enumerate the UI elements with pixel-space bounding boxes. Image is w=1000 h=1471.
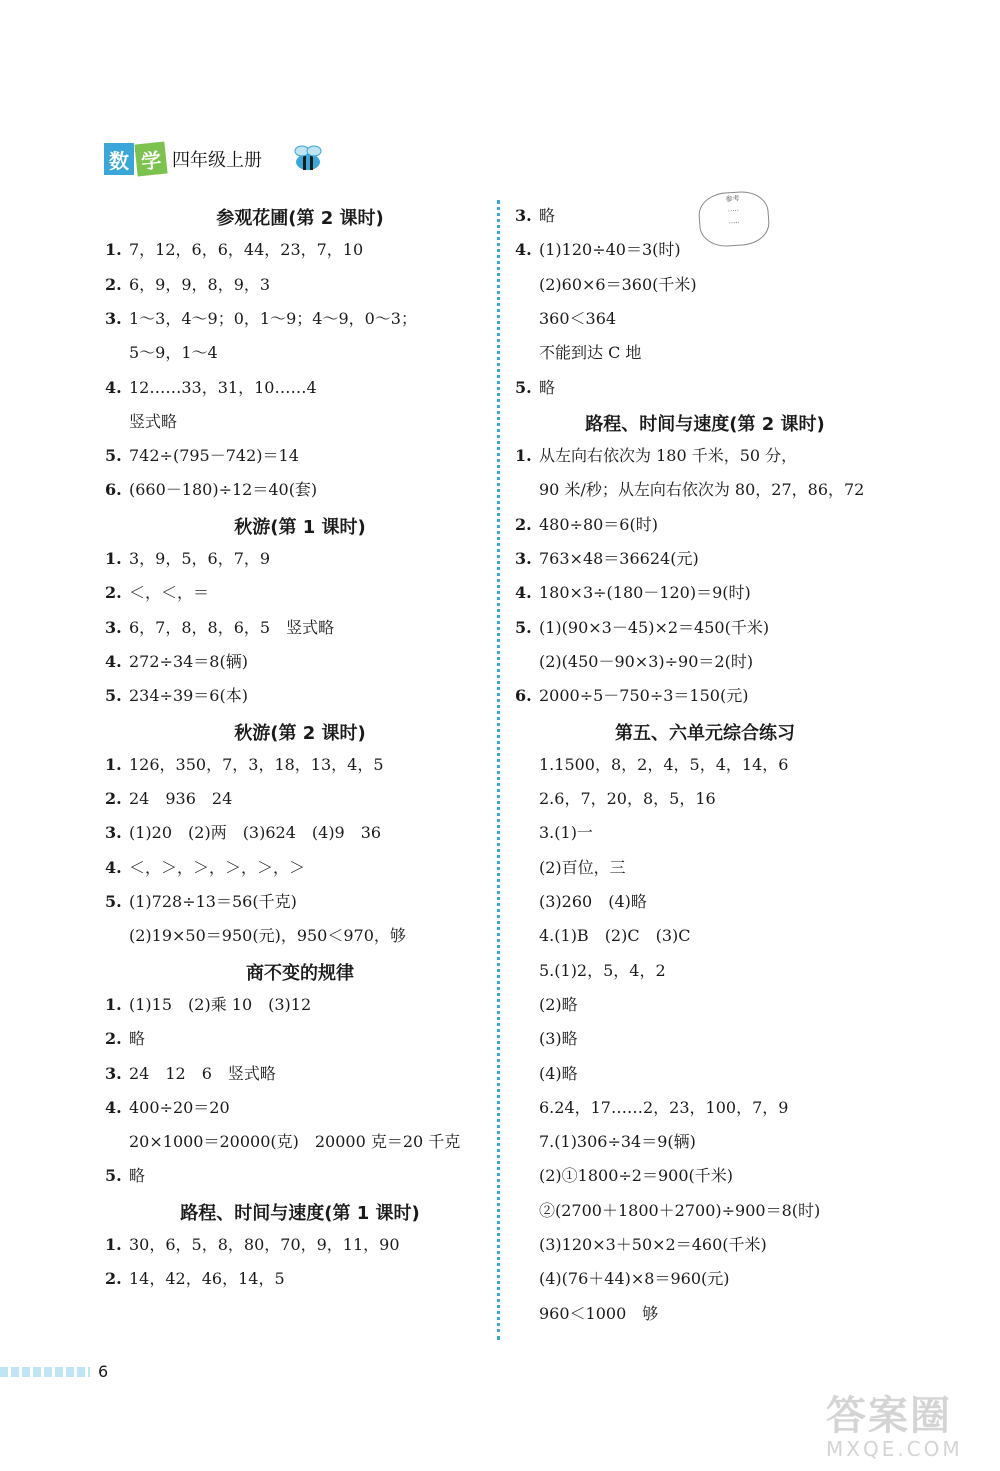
answer-text: 400÷20＝20 xyxy=(129,1097,230,1117)
section-title: 秋游(第 2 课时) xyxy=(234,722,366,744)
answer-text: (2)略 xyxy=(539,994,578,1014)
answer-text: (2)(450－90×3)÷90＝2(时) xyxy=(539,651,754,671)
answer-text: (3)260 (4)略 xyxy=(539,892,647,911)
answer-line xyxy=(105,1235,400,1255)
answer-line xyxy=(105,926,406,946)
answer-text: 360＜364 xyxy=(539,308,617,328)
answer-text: (2)①1800÷2＝900(千米) xyxy=(539,1166,733,1186)
question-number: 4. xyxy=(105,651,122,671)
answer-line xyxy=(105,275,270,295)
page-footer xyxy=(0,1362,108,1381)
page-number: 6 xyxy=(98,1362,109,1381)
answer-text: 1～3，4～9；0，1～9；4～9，0～3； xyxy=(129,308,417,328)
question-number: 5. xyxy=(105,446,122,466)
question-number: 5. xyxy=(105,686,122,706)
answer-text: 6，7，8，8，6，5 竖式略 xyxy=(129,617,335,637)
question-number: 1. xyxy=(105,1235,122,1254)
question-number: 3. xyxy=(515,549,532,568)
answer-line xyxy=(515,686,748,706)
answer-line xyxy=(515,275,697,295)
answer-text: 5.(1)2，5，4，2 xyxy=(539,960,666,980)
watermark-logo: 答案圈 MXQE.COM xyxy=(826,1393,963,1461)
question-number: 2. xyxy=(515,514,532,534)
answer-line xyxy=(515,892,647,912)
section-title: 路程、时间与速度(第 2 课时) xyxy=(585,413,825,435)
answer-text: (1)20 (2)两 (3)624 (4)9 36 xyxy=(129,823,382,843)
answer-line xyxy=(515,378,555,398)
answer-line xyxy=(105,652,248,672)
answer-line xyxy=(105,1269,285,1289)
answer-line xyxy=(515,583,751,603)
answer-text: 略 xyxy=(129,1029,146,1049)
answer-line xyxy=(515,515,658,535)
answer-line xyxy=(105,1029,145,1049)
answer-text: 6，9，9，8，9，3 xyxy=(129,274,271,294)
answer-line xyxy=(515,926,691,946)
answer-line xyxy=(515,446,797,466)
column-divider xyxy=(497,200,500,1340)
grade-label: 四年级上册 xyxy=(172,150,262,171)
question-number: 4. xyxy=(515,240,532,260)
answer-line xyxy=(105,1098,230,1118)
answer-line xyxy=(515,343,641,363)
section-title: 路程、时间与速度(第 1 课时) xyxy=(180,1202,420,1224)
section-title: 第五、六单元综合练习 xyxy=(615,722,795,744)
answer-line xyxy=(105,1132,460,1152)
answer-text: 480÷80＝6(时) xyxy=(539,514,658,534)
answer-text: 126，350，7，3，18，13，4，5 xyxy=(129,754,384,774)
answer-text: 960＜1000 够 xyxy=(539,1303,659,1323)
answer-text: 7，12，6，6，44，23，7，10 xyxy=(129,240,364,260)
answer-line xyxy=(515,652,753,672)
answer-line xyxy=(515,309,616,329)
answer-text: 7.(1)306÷34＝9(辆) xyxy=(539,1132,696,1152)
question-number: 2. xyxy=(105,789,122,809)
answer-line xyxy=(515,789,716,809)
answer-text: 742÷(795－742)＝14 xyxy=(129,446,299,466)
answer-line xyxy=(105,343,218,363)
answer-text: 14，42，46，14，5 xyxy=(129,1269,285,1289)
answer-text: 24 12 6 竖式略 xyxy=(129,1063,276,1083)
answer-text: (1)120÷40＝3(时) xyxy=(539,240,681,260)
answer-text: (2)百位，三 xyxy=(539,857,626,877)
answer-text: 180×3÷(180－120)＝9(时) xyxy=(539,583,751,603)
question-number: 1. xyxy=(105,549,122,568)
subject-badge-2: 学 xyxy=(134,142,167,177)
answer-line xyxy=(515,480,864,500)
answer-line xyxy=(515,1269,729,1289)
answer-text: 5～9，1～4 xyxy=(129,343,218,363)
answer-text: 20×1000＝20000(克) 20000 克＝20 千克 xyxy=(129,1132,461,1152)
answer-line xyxy=(105,549,270,569)
question-number: 6. xyxy=(105,480,122,500)
answer-text: (660－180)÷12＝40(套) xyxy=(129,480,318,500)
answer-text: (4)(76＋44)×8＝960(元) xyxy=(539,1269,730,1289)
answer-line xyxy=(515,1029,578,1049)
section-title: 秋游(第 1 课时) xyxy=(234,516,366,538)
bee-icon xyxy=(286,144,330,174)
question-number: 2. xyxy=(105,1269,122,1289)
answer-line xyxy=(105,995,311,1015)
answer-line xyxy=(105,480,317,500)
answer-line xyxy=(105,583,209,603)
stamp-icon: 参考 ····· ····· xyxy=(697,190,771,249)
answer-text: 234÷39＝6(本) xyxy=(129,686,248,706)
answer-line xyxy=(105,823,381,843)
question-number: 1. xyxy=(105,240,122,260)
answer-line xyxy=(105,446,299,466)
answer-line xyxy=(515,1132,696,1152)
question-number: 3. xyxy=(105,823,122,843)
answer-line xyxy=(105,618,334,638)
question-number: 1. xyxy=(515,446,532,466)
answer-text: ＜，＜，＝ xyxy=(129,583,210,603)
question-number: 3. xyxy=(515,206,532,225)
answer-line xyxy=(515,823,593,843)
answer-line xyxy=(105,858,305,878)
answer-text: 4.(1)B (2)C (3)C xyxy=(539,926,691,946)
answer-line xyxy=(515,549,699,569)
answer-text: (2)60×6＝360(千米) xyxy=(539,274,697,294)
answer-text: 略 xyxy=(539,206,556,225)
answer-text: (1)15 (2)乘 10 (3)12 xyxy=(129,994,312,1014)
answer-text: 763×48＝36624(元) xyxy=(539,549,699,568)
answer-line xyxy=(515,1166,733,1186)
answer-line xyxy=(515,240,681,260)
answer-line xyxy=(105,240,363,260)
question-number: 3. xyxy=(105,617,122,637)
answer-line xyxy=(105,309,417,329)
answer-text: 12……33，31，10……4 xyxy=(129,377,317,397)
answer-text: 24 936 24 xyxy=(129,789,233,809)
question-number: 4. xyxy=(105,857,122,877)
answer-line xyxy=(105,892,297,912)
answer-line xyxy=(515,1235,767,1255)
answer-text: 略 xyxy=(129,1166,146,1186)
answer-line xyxy=(515,755,788,775)
answer-line xyxy=(515,995,578,1015)
answer-text: 30，6，5，8，80，70，9，11，90 xyxy=(129,1235,400,1254)
question-number: 3. xyxy=(105,1063,122,1083)
question-number: 3. xyxy=(105,308,122,328)
answer-line xyxy=(105,789,232,809)
answer-line xyxy=(515,1304,658,1324)
answer-text: (1)728÷13＝56(千克) xyxy=(129,892,297,911)
answer-line xyxy=(515,618,769,638)
answer-line xyxy=(515,206,555,226)
answer-text: 90 米/秒；从左向右依次为 80，27，86，72 xyxy=(539,480,865,500)
subject-badge-1: 数 xyxy=(104,143,134,175)
question-number: 2. xyxy=(105,583,122,603)
question-number: 5. xyxy=(105,1166,122,1186)
answer-text: 2.6，7，20，8，5，16 xyxy=(539,789,716,809)
answer-text: (3)120×3＋50×2＝460(千米) xyxy=(539,1235,767,1254)
page-header xyxy=(104,134,330,184)
answer-line xyxy=(515,961,666,981)
answer-line xyxy=(105,1166,145,1186)
answer-text: 从左向右依次为 180 千米，50 分， xyxy=(539,446,798,466)
answer-text: 2000÷5－750÷3＝150(元) xyxy=(539,686,749,706)
answer-line xyxy=(105,412,177,432)
answer-text: 竖式略 xyxy=(129,411,178,431)
question-number: 2. xyxy=(105,274,122,294)
answer-line xyxy=(515,1064,578,1084)
answer-line xyxy=(515,1201,820,1221)
answer-text: (4)略 xyxy=(539,1063,578,1083)
answer-text: ＜，＞，＞，＞，＞，＞ xyxy=(129,857,306,877)
answer-text: (3)略 xyxy=(539,1029,578,1049)
question-number: 1. xyxy=(105,994,122,1014)
question-number: 6. xyxy=(515,686,532,706)
answer-line xyxy=(515,1098,788,1118)
question-number: 4. xyxy=(105,1097,122,1117)
section-title: 参观花圃(第 2 课时) xyxy=(216,208,384,229)
answer-text: 1.1500，8，2，4，5，4，14，6 xyxy=(539,754,789,774)
question-number: 1. xyxy=(105,754,122,774)
question-number: 5. xyxy=(515,377,532,397)
answer-text: 6.24，17……2，23，100，7，9 xyxy=(539,1097,789,1117)
answer-line xyxy=(515,858,626,878)
answer-text: 3.(1)一 xyxy=(539,823,593,843)
question-number: 2. xyxy=(105,1029,122,1049)
answer-line xyxy=(105,755,384,775)
question-number: 5. xyxy=(515,617,532,637)
question-number: 4. xyxy=(105,377,122,397)
answer-line xyxy=(105,1064,276,1084)
answer-text: 略 xyxy=(539,377,556,397)
answer-text: 不能到达 C 地 xyxy=(539,343,642,363)
answer-text: ②(2700＋1800＋2700)÷900＝8(时) xyxy=(539,1200,821,1220)
answer-line xyxy=(105,686,248,706)
question-number: 4. xyxy=(515,583,532,603)
answer-line xyxy=(105,378,317,398)
answer-text: (1)(90×3－45)×2＝450(千米) xyxy=(539,617,770,637)
question-number: 5. xyxy=(105,892,122,911)
answer-text: 3，9，5，6，7，9 xyxy=(129,549,271,568)
footer-decoration xyxy=(0,1367,90,1377)
answer-text: (2)19×50＝950(元)，950＜970，够 xyxy=(129,926,406,946)
answer-text: 272÷34＝8(辆) xyxy=(129,651,248,671)
section-title: 商不变的规律 xyxy=(246,962,354,984)
